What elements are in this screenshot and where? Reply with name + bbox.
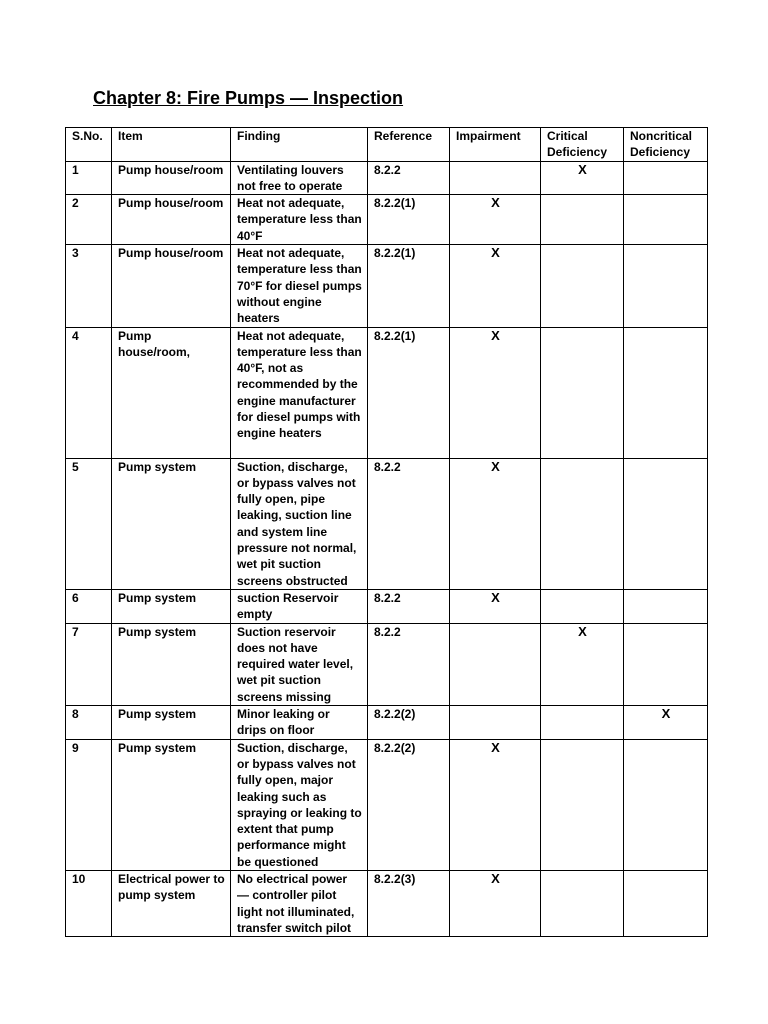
table-row [66, 458, 708, 589]
column-header-sno: S.No. [66, 128, 112, 162]
cell-impairment: X [450, 245, 541, 327]
cell-reference: 8.2.2 [368, 161, 450, 195]
cell-reference: 8.2.2 [368, 589, 450, 623]
cell-noncritical [624, 589, 708, 623]
cell-sno: 10 [66, 870, 112, 936]
cell-reference: 8.2.2(1) [368, 245, 450, 327]
cell-sno: 2 [66, 195, 112, 245]
column-header-finding: Finding [231, 128, 368, 162]
cell-finding: No electrical power — controller pilot light not illuminated, transfer switch pilot [231, 870, 368, 936]
cell-sno: 6 [66, 589, 112, 623]
column-header-item: Item [112, 128, 231, 162]
cell-noncritical [624, 458, 708, 589]
cell-sno: 8 [66, 706, 112, 740]
table-row [66, 589, 708, 623]
cell-item: Pump system [112, 739, 231, 870]
cell-critical [541, 458, 624, 589]
page-title: Chapter 8: Fire Pumps — Inspection [93, 88, 404, 108]
cell-critical: X [541, 161, 624, 195]
cell-item: Pump house/room [112, 195, 231, 245]
cell-impairment: X [450, 870, 541, 936]
column-header-impairment: Impairment [450, 128, 541, 162]
cell-item: Pump system [112, 706, 231, 740]
cell-sno: 5 [66, 458, 112, 589]
cell-sno: 3 [66, 245, 112, 327]
cell-sno: 1 [66, 161, 112, 195]
cell-impairment [450, 706, 541, 740]
cell-finding: Suction, discharge, or bypass valves not fully open, major leaking such as spraying or leaking to extent that pump performance might be questioned [231, 739, 368, 870]
table-row [66, 706, 708, 740]
cell-finding: Heat not adequate, temperature less than 40°F, not as recommended by the engine manufacturer for diesel pumps with engine heaters [231, 327, 368, 458]
cell-item: Pump system [112, 458, 231, 589]
cell-impairment: X [450, 589, 541, 623]
cell-impairment [450, 161, 541, 195]
table-row [66, 623, 708, 705]
cell-impairment: X [450, 739, 541, 870]
cell-critical [541, 245, 624, 327]
table-row [66, 327, 708, 458]
cell-sno: 7 [66, 623, 112, 705]
cell-noncritical [624, 195, 708, 245]
cell-noncritical: X [624, 706, 708, 740]
cell-finding: Suction, discharge, or bypass valves not fully open, pipe leaking, suction line and system line pressure not normal, wet pit suction screens obstructed [231, 458, 368, 589]
cell-finding: suction Reservoir empty [231, 589, 368, 623]
column-header-reference: Reference [368, 128, 450, 162]
cell-noncritical [624, 245, 708, 327]
cell-reference: 8.2.2 [368, 458, 450, 589]
cell-reference: 8.2.2 [368, 623, 450, 705]
column-header-noncritical: Noncritical Deficiency [624, 128, 708, 162]
cell-finding: Heat not adequate, temperature less than 40°F [231, 195, 368, 245]
cell-critical: X [541, 623, 624, 705]
cell-critical [541, 327, 624, 458]
cell-item: Pump system [112, 589, 231, 623]
cell-noncritical [624, 870, 708, 936]
cell-reference: 8.2.2(2) [368, 706, 450, 740]
table-row [66, 739, 708, 870]
cell-item: Pump house/room, [112, 327, 231, 458]
cell-critical [541, 589, 624, 623]
cell-item: Electrical power to pump system [112, 870, 231, 936]
cell-critical [541, 870, 624, 936]
cell-impairment: X [450, 195, 541, 245]
cell-reference: 8.2.2(1) [368, 327, 450, 458]
table-row [66, 161, 708, 195]
table-row [66, 195, 708, 245]
cell-noncritical [624, 327, 708, 458]
cell-item: Pump house/room [112, 245, 231, 327]
cell-reference: 8.2.2(2) [368, 739, 450, 870]
cell-finding: Minor leaking or drips on floor [231, 706, 368, 740]
cell-impairment: X [450, 458, 541, 589]
cell-noncritical [624, 161, 708, 195]
cell-critical [541, 195, 624, 245]
cell-noncritical [624, 739, 708, 870]
cell-reference: 8.2.2(1) [368, 195, 450, 245]
cell-critical [541, 739, 624, 870]
cell-reference: 8.2.2(3) [368, 870, 450, 936]
cell-sno: 9 [66, 739, 112, 870]
cell-finding: Suction reservoir does not have required water level, wet pit suction screens missing [231, 623, 368, 705]
cell-item: Pump system [112, 623, 231, 705]
cell-item: Pump house/room [112, 161, 231, 195]
cell-finding: Ventilating louvers not free to operate [231, 161, 368, 195]
table-row [66, 870, 708, 936]
header-row [66, 128, 708, 162]
table-row [66, 245, 708, 327]
cell-critical [541, 706, 624, 740]
inspection-table [65, 127, 708, 937]
cell-finding: Heat not adequate, temperature less than 70°F for diesel pumps without engine heaters [231, 245, 368, 327]
cell-impairment: X [450, 327, 541, 458]
column-header-critical: Critical Deficiency [541, 128, 624, 162]
cell-noncritical [624, 623, 708, 705]
cell-sno: 4 [66, 327, 112, 458]
cell-impairment [450, 623, 541, 705]
